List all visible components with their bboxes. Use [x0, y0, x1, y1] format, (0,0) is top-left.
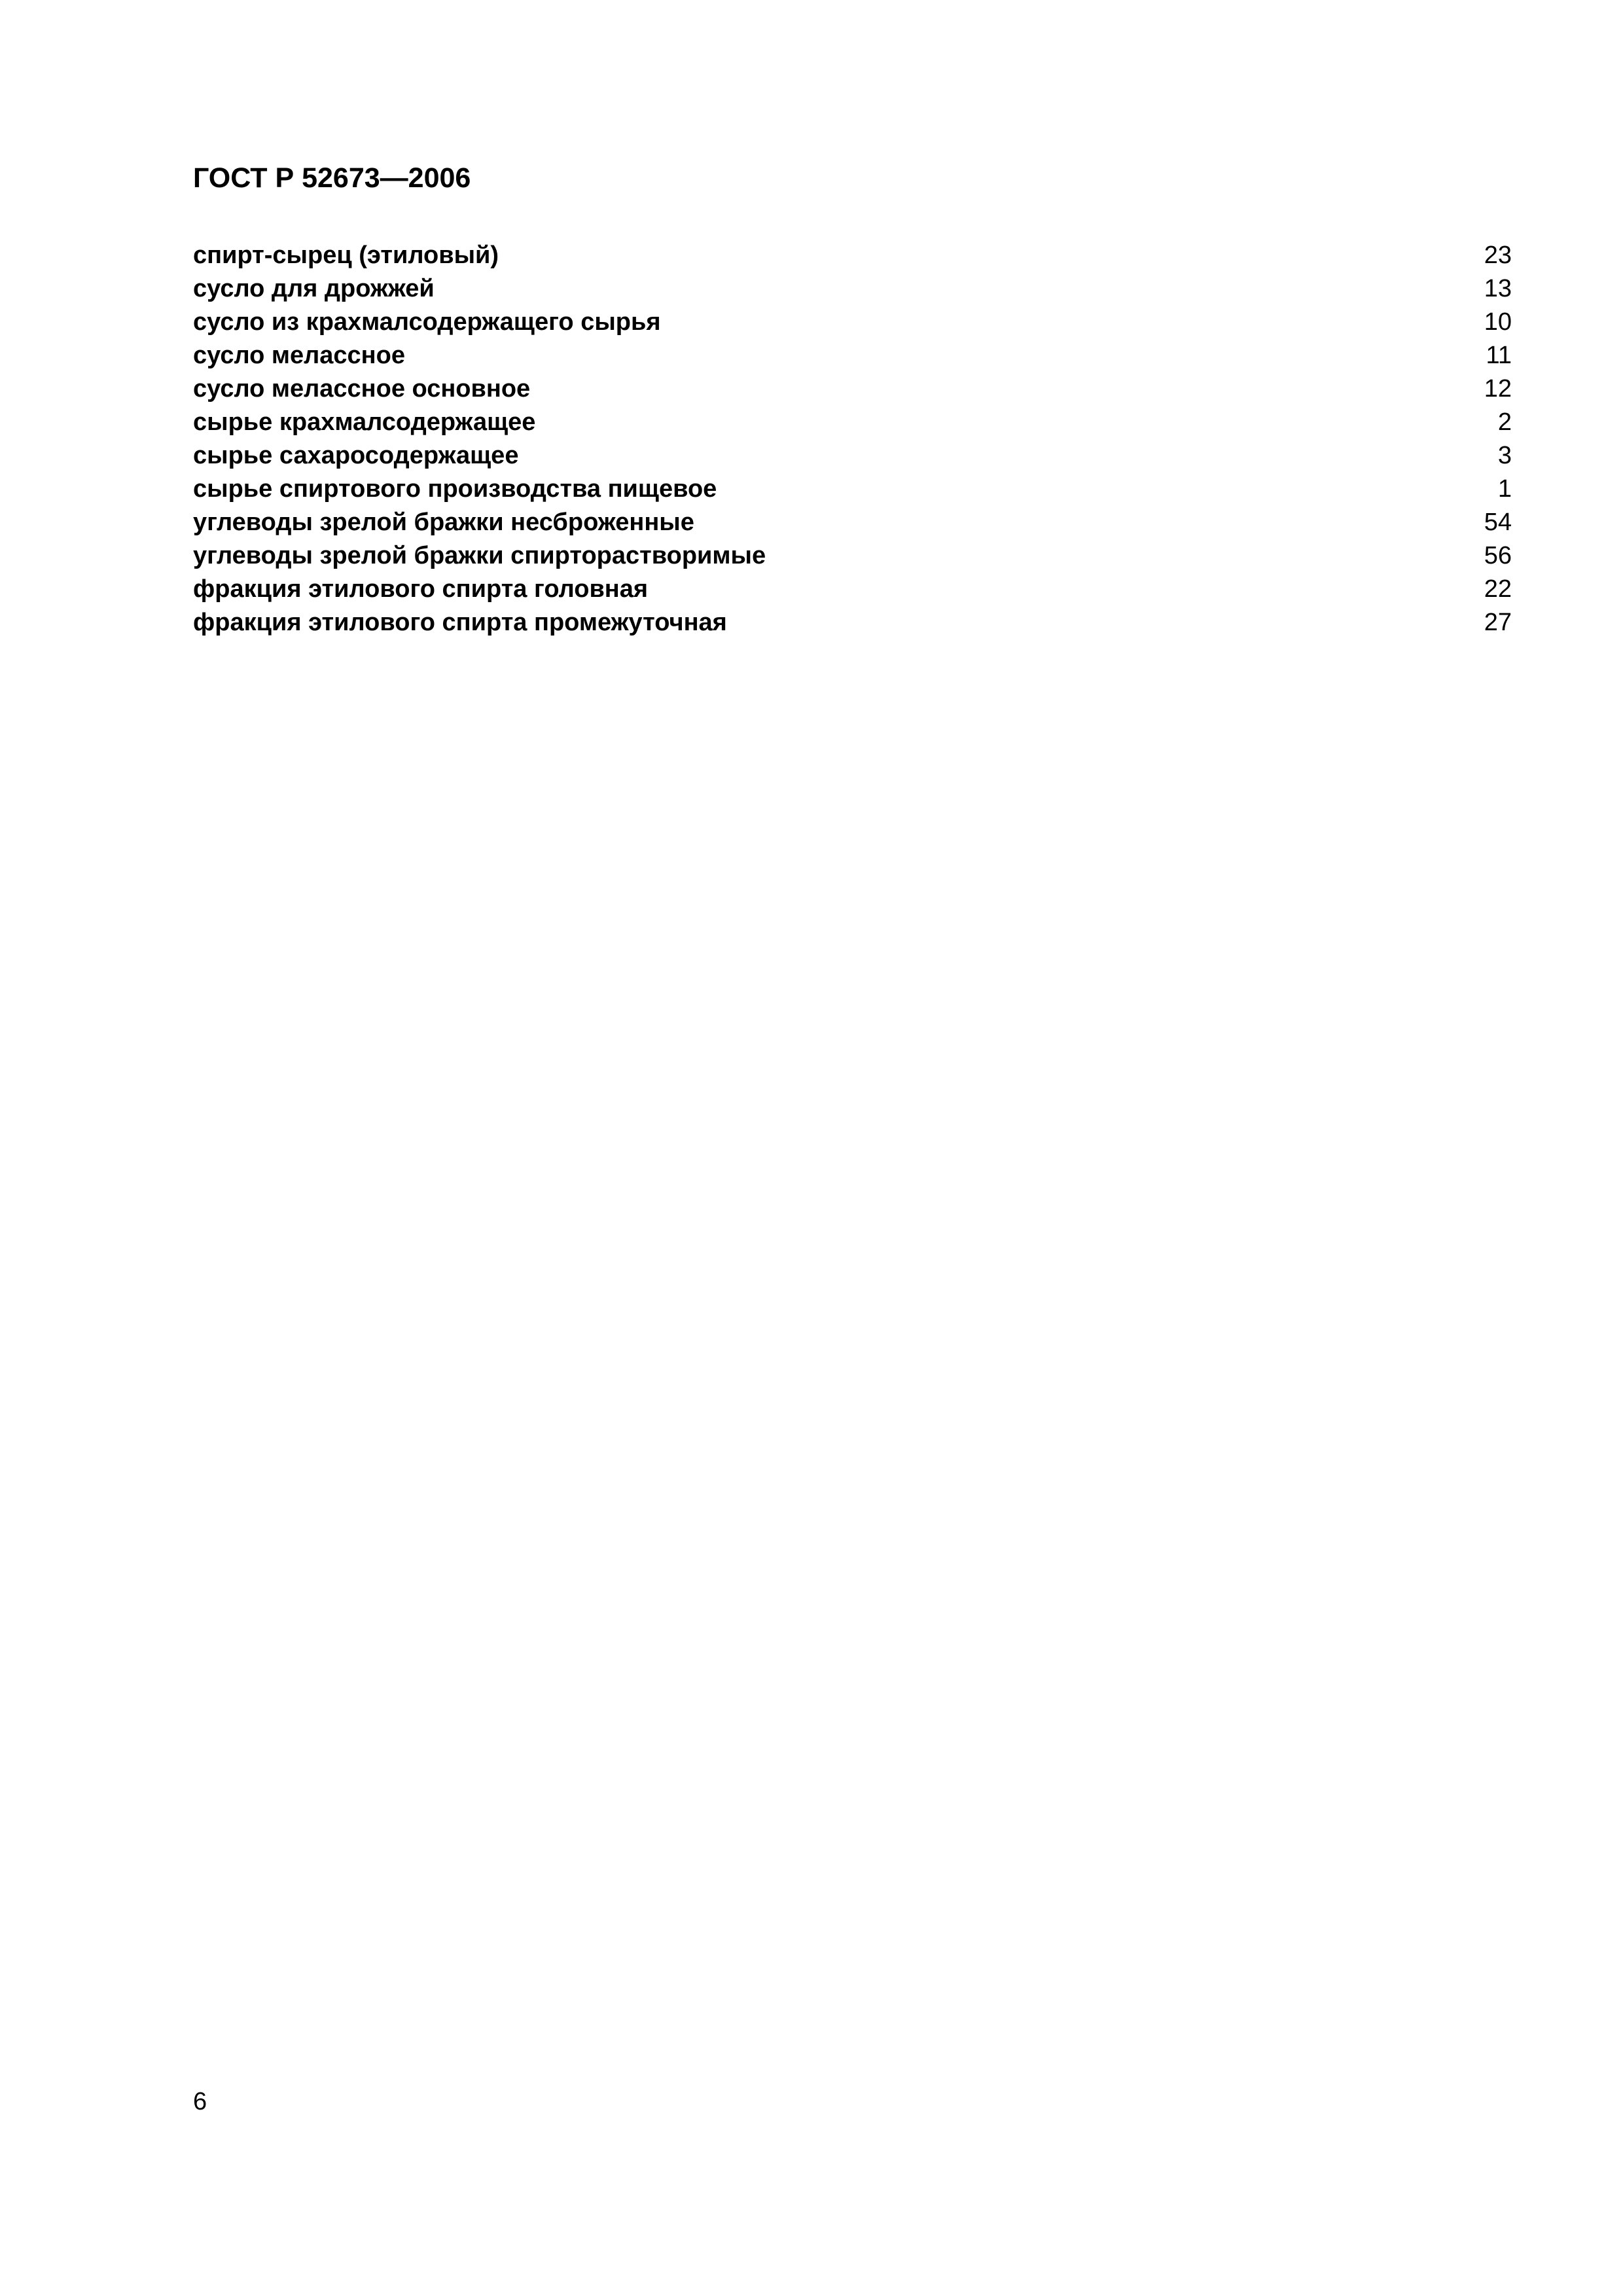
index-number: 12	[1484, 375, 1512, 403]
index-number: 13	[1484, 275, 1512, 302]
index-number: 3	[1497, 442, 1512, 469]
index-number: 23	[1484, 242, 1512, 269]
index-number: 1	[1497, 475, 1512, 503]
index-row	[193, 473, 1512, 506]
index-row	[193, 306, 1512, 339]
index-row	[193, 506, 1512, 539]
index-row	[193, 239, 1512, 272]
index-term: сырье спиртового производства пищевое	[193, 475, 717, 503]
index-row	[193, 439, 1512, 473]
index-row	[193, 606, 1512, 639]
index-number: 2	[1497, 408, 1512, 436]
index-number: 11	[1486, 342, 1512, 369]
index-number: 54	[1484, 509, 1512, 536]
index-term: спирт-сырец (этиловый)	[193, 242, 499, 269]
index-term: фракция этилового спирта головная	[193, 575, 649, 603]
index-term: сырье сахаросодержащее	[193, 442, 519, 469]
index-term: углеводы зрелой бражки спирторастворимые	[193, 542, 766, 569]
index-term: углеводы зрелой бражки несброженные	[193, 509, 694, 536]
page-number: 6	[193, 2088, 207, 2115]
index-term: сусло для дрожжей	[193, 275, 435, 302]
index-number: 10	[1484, 308, 1512, 336]
index-term: сусло из крахмалсодержащего сырья	[193, 308, 661, 336]
index-row	[193, 539, 1512, 573]
index-term: сырье крахмалсодержащее	[193, 408, 536, 436]
index-row	[193, 372, 1512, 406]
alphabetical-index	[193, 239, 1512, 639]
index-term: сусло мелассное	[193, 342, 405, 369]
index-number: 56	[1484, 542, 1512, 569]
index-number: 27	[1484, 609, 1512, 636]
index-row	[193, 573, 1512, 606]
index-term: фракция этилового спирта промежуточная	[193, 609, 727, 636]
index-row	[193, 272, 1512, 306]
document-header: ГОСТ Р 52673—2006	[193, 162, 471, 194]
index-row	[193, 406, 1512, 439]
index-row	[193, 339, 1512, 372]
index-term: сусло мелассное основное	[193, 375, 531, 403]
index-number: 22	[1484, 575, 1512, 603]
